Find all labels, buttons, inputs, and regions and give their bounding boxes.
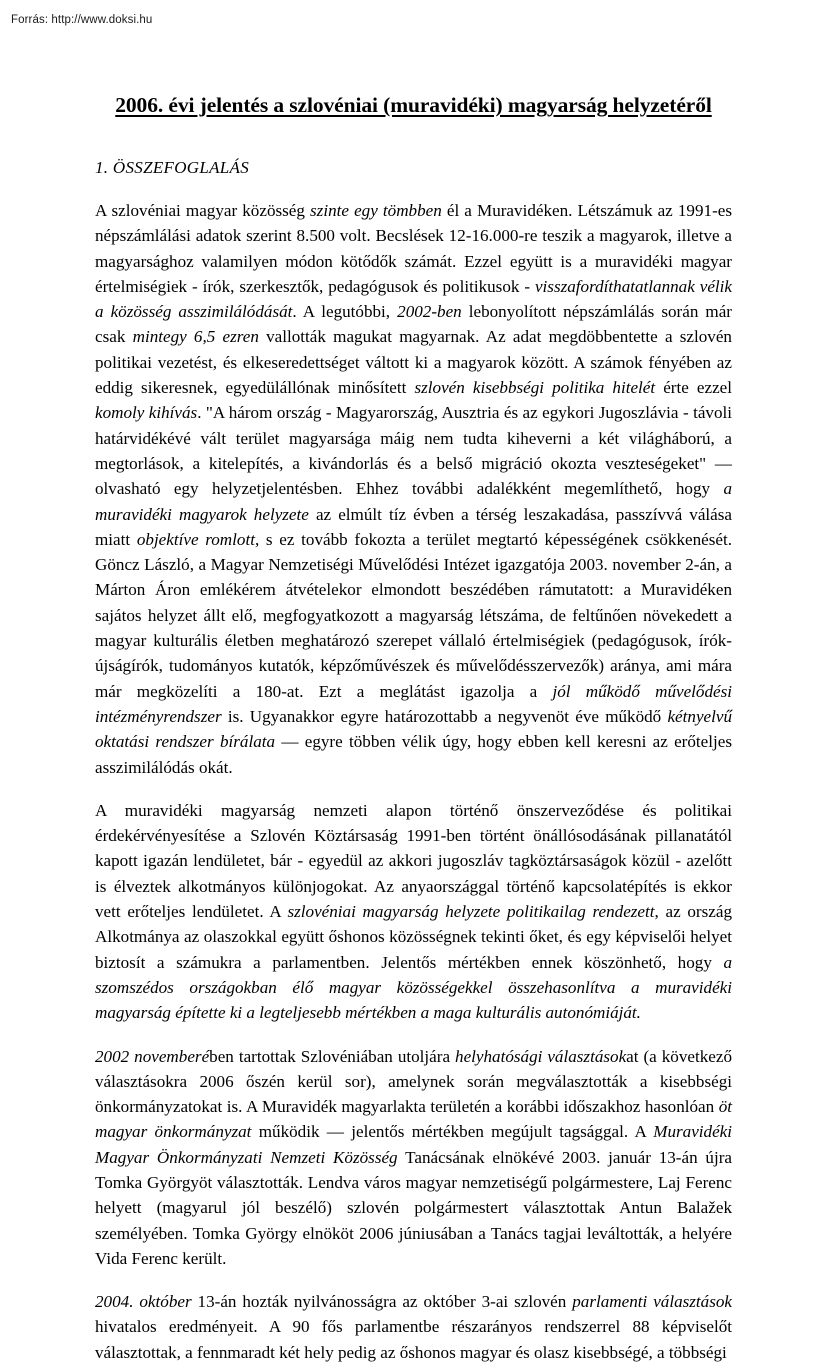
- paragraph: [95, 198, 732, 780]
- text-run: ben tartottak Szlovéniában utoljára: [209, 1046, 456, 1066]
- text-run: szinte egy tömbben: [310, 201, 442, 220]
- text-run: öt magyar önkormányzat: [95, 1097, 732, 1142]
- text-run: parlamenti választások: [572, 1292, 733, 1312]
- text-run: Muravidéki Magyar Önkormányzati Nemzeti Közösség: [95, 1122, 732, 1167]
- text-run: az elmúlt tíz évben a térség leszakadása, passzívvá válása miatt: [95, 504, 732, 549]
- text-run: kétnyelvű oktatási rendszer bírálata: [95, 706, 732, 752]
- text-run: helyhatósági választások: [455, 1046, 627, 1066]
- text-run: jól működő művelődési intézményrendszer: [95, 681, 732, 726]
- document-body: [95, 92, 732, 1365]
- text-run: visszafordíthatatlannak vélik a közösség asszimilálódását: [95, 276, 732, 322]
- text-run: él a Muravidéken. Létszámuk az 1991-es népszámlálási adatok szerint 8.500 volt. Becslések 12-16.000-re teszik a magyarok, illetve a magyarsághoz valamilyen módon kötődők számát. Ezzel együtt is a muravidéki magyar értelmiségiek - írók, szerkesztők, pedagógusok és politikusok -: [95, 201, 732, 296]
- text-run: 2002 novemberé: [95, 1046, 210, 1066]
- text-run: a muravidéki magyarok helyzete: [95, 479, 732, 524]
- text-run: , az ország Alkotmánya az olaszokkal együtt őshonos közösségnek tekinti őket, és egy képviselői helyet biztosít a számukra a parlamentben. Jelentős mértékben ennek köszönhető, hogy: [95, 902, 732, 972]
- text-run: lebonyolított népszámlálás során már csak: [95, 302, 732, 347]
- section-heading-summary: 1. ÖSSZEFOGLALÁS: [95, 158, 250, 177]
- text-run: at (a következő választásokra 2006 őszén kerül sor), amelynek során megválasztották a kisebbségi önkormányzatokat is. A Muravidék magyarlakta területén a korábbi időszakhoz hasonlóan: [95, 1046, 732, 1117]
- text-run: , s ez tovább fokozta a terület megtartó képességének csökkenését. Göncz László, a Magyar Nemzetiségi Művelődési Intézet igazgatója 2003. november 2-án, a Márton Áron emlékérem átvételekor elmondott beszédében rámutatott: a Muravidéken sajátos helyzet állt elő, megfogyatkozott a magyarság létszáma, de feltűnően növekedett a magyar kulturális életben meghatározó szerepet vállaló értelmiségiek (pedagógusok, írók-újságírók, tudományos kutatók, képzőművészek és művelődésszervezők) aránya, ami mára már megközelíti a 180-at. Ezt a meglátást igazolja a: [95, 529, 733, 701]
- paragraph: [95, 1289, 732, 1365]
- text-run: szlovén kisebbségi politika hitelét: [414, 378, 656, 398]
- text-run: objektíve romlott: [136, 529, 255, 549]
- text-run: — egyre többen vélik úgy, hogy ebben kell keresni az erőteljes asszimilálódás okát.: [95, 732, 732, 777]
- paragraph: [95, 798, 732, 1026]
- text-run: is. Ugyanakkor egyre határozottabb a negyvenöt éve működő: [221, 706, 668, 726]
- text-run: . "A három ország - Magyarország, Ausztria és az egykori Jugoszlávia - távoli határvidékévé vált terület magyarsága máig nem tudta kiheverni a két világháború, a megtorlások, a kitelepítés, a kivándorlás és a belső migráció okozta veszteségeket" — olvasható egy helyzetjelentésben. Ehhez további adalékként megemlíthető, hogy: [95, 403, 732, 499]
- text-run: érte ezzel: [655, 378, 732, 398]
- text-run: szlovéniai magyarság helyzete politikailag rendezett: [287, 902, 655, 922]
- text-run: 13-án hozták nyilvánosságra az október 3-ai szlovén: [191, 1292, 573, 1312]
- text-run: Tanácsának elnökévé 2003. január 13-án újra Tomka Györgyöt választották. Lendva város magyar nemzetiségű polgármestere, Laj Ferenc helyett (magyarul jól beszélő) szlovén polgármestert választottak Antun Balažek személyében. Tomka György elnököt 2006 júniusában a Tanács tagjai leváltották, a helyére Vida Ferenc került.: [95, 1147, 732, 1268]
- text-run: komoly kihívás: [95, 403, 198, 423]
- paragraph-list: [95, 198, 732, 1365]
- text-run: hivatalos eredményeit. A 90 fős parlamentbe részarányos rendszerrel 88 képviselőt választottak, a fennmaradt két hely pedig az őshonos magyar és olasz kisebbségé, a többségi: [95, 1317, 732, 1362]
- text-run: vallották magukat magyarnak. Az adat megdöbbentette a szlovén politikai vezetést, és elkeseredettséget váltott ki a magyarok között. A számok fényében az eddig sikeresnek, egyedülállónak minősített: [95, 327, 732, 398]
- text-run: A szlovéniai magyar közösség: [95, 201, 311, 220]
- source-url-header: Forrás: http://www.doksi.hu: [11, 14, 153, 26]
- text-run: mintegy 6,5 ezren: [132, 327, 259, 347]
- page-title: 2006. évi jelentés a szlovéniai (muravidéki) magyarság helyzetéről: [115, 93, 712, 117]
- text-run: működik — jelentős mértékben megújult tagsággal. A: [251, 1122, 654, 1142]
- text-run: 2004. október: [95, 1292, 192, 1312]
- text-run: 2002-ben: [397, 302, 462, 322]
- text-run: a szomszédos országokban élő magyar közösségekkel összehasonlítva a muravidéki magyarság építette ki a legteljesebb mértékben a maga kulturális autonómiáját.: [95, 952, 732, 1023]
- text-run: A muravidéki magyarság nemzeti alapon történő önszerveződése és politikai érdekérvényesítése a Szlovén Köztársaság 1991-ben történt önállósodásának pillanatától kapott igazán lendületet, bár - egyedül az akkori jugoszláv tagköztársaságok közül - azelőtt is élveztek alkotmányos különjogokat. Az anyaországgal történő kapcsolatépítés is ekkor vett erőteljes lendületet. A: [95, 800, 732, 922]
- paragraph: [95, 1044, 732, 1272]
- text-run: . A legutóbbi,: [292, 302, 398, 322]
